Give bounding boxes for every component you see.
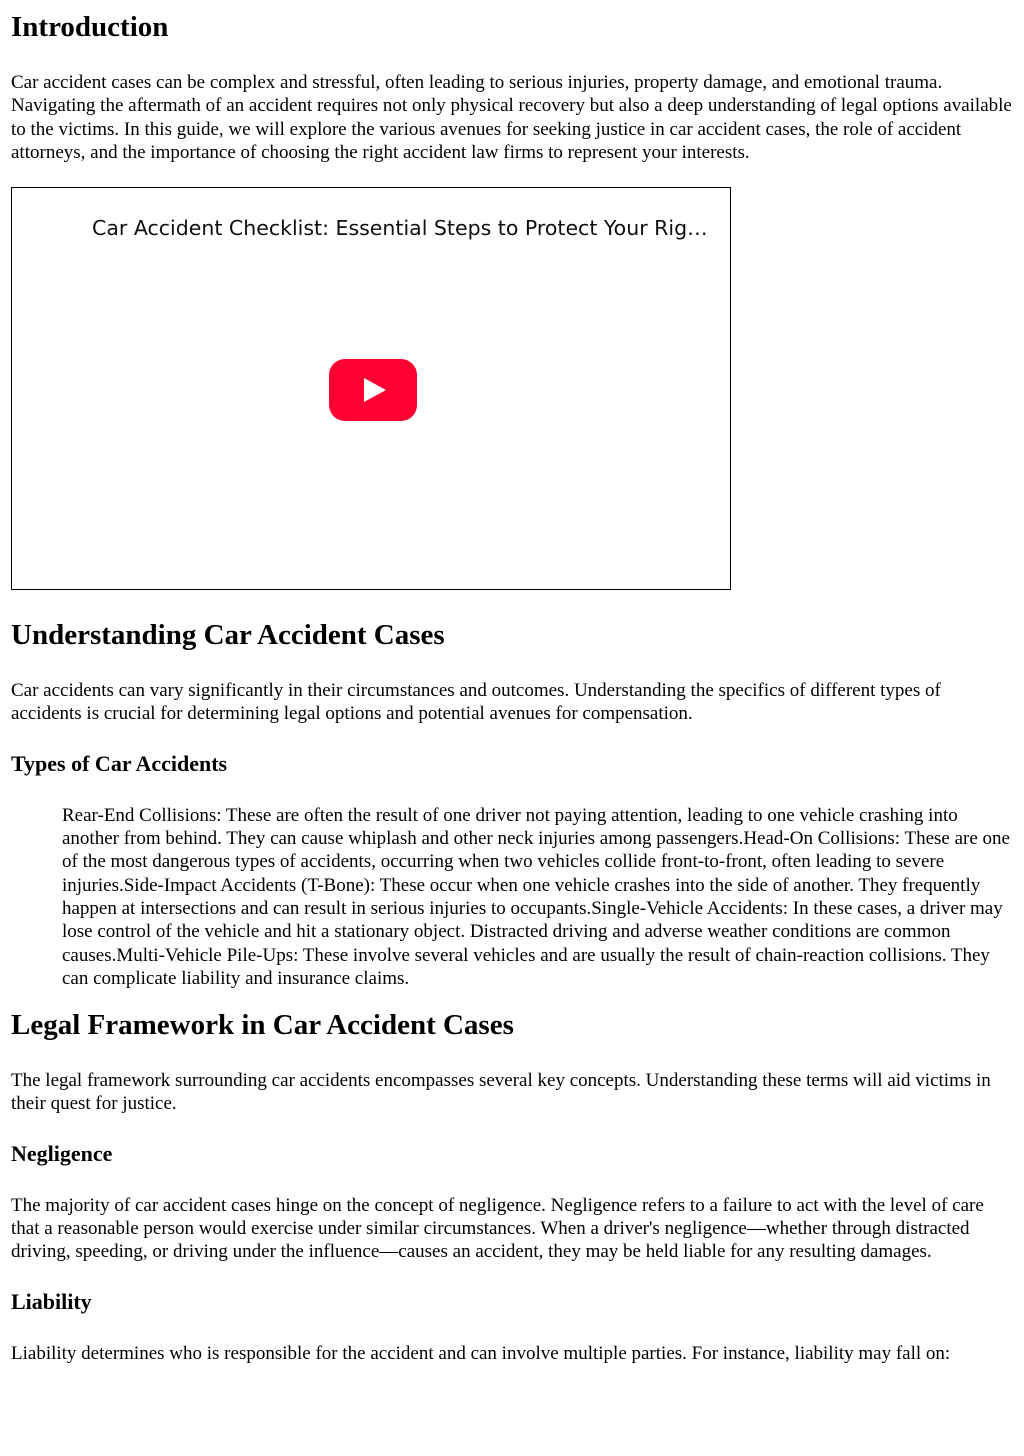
understanding-heading: Understanding Car Accident Cases [11, 619, 445, 652]
intro-paragraph: Car accident cases can be complex and stressful, often leading to serious injuries, property damage, and emotional trauma. Navigating the aftermath of an accident requires not only physical recovery but also a deep understanding of legal options available to the victims. In this guide, we will explore the various avenues for seeking justice in car accident cases, the role of accident attorneys, and the importance of choosing the right accident law firms to represent your interests. [11, 72, 1012, 163]
negligence-paragraph: The majority of car accident cases hinge on the concept of negligence. Negligence refers to a failure to act with the level of care that a reasonable person would exercise under similar circumstances. When a driver's negligence—whether through distracted driving, speeding, or driving under the influence—causes an accident, they may be held liable for any resulting damages. [11, 1194, 984, 1263]
article [0, 10, 1024, 1365]
types-blockquote: Rear-End Collisions: These are often the result of one driver not paying attention, leading to one vehicle crashing into another from behind. They can cause whiplash and other neck injuries among passengers.Head-On Collisions: These are one of the most dangerous types of accidents, occurring when two vehicles collide front-to-front, often leading to severe injuries.Side-Impact Accidents (T-Bone): These occur when one vehicle crashes into the side of another. They frequently happen at intersections and can result in serious injuries to occupants.Single-Vehicle Accidents: In these cases, a driver may lose control of the vehicle and hit a stationary object. Distracted driving and adverse weather conditions are common causes.Multi-Vehicle Pile-Ups: These involve several vehicles and are usually the result of chain-reaction collisions. They can complicate liability and insurance claims. [62, 804, 1010, 989]
legal-heading: Legal Framework in Car Accident Cases [11, 1009, 514, 1042]
legal-paragraph: The legal framework surrounding car accidents encompasses several key concepts. Understanding these terms will aid victims in their quest for justice. [11, 1070, 991, 1115]
liability-heading: Liability [11, 1288, 92, 1314]
intro-heading: Introduction [11, 11, 169, 43]
youtube-play-icon[interactable] [329, 359, 417, 421]
types-heading: Types of Car Accidents [11, 750, 228, 776]
embedded-video[interactable] [11, 187, 731, 590]
video-title[interactable]: Car Accident Checklist: Essential Steps to Protect Your Rig… [92, 216, 708, 241]
understanding-paragraph: Car accidents can vary significantly in their circumstances and outcomes. Understanding the specifics of different types of accidents is crucial for determining legal options and potential avenues for compensation. [11, 680, 941, 725]
liability-paragraph: Liability determines who is responsible for the accident and can involve multiple parties. For instance, liability may fall on: [11, 1342, 951, 1364]
negligence-heading: Negligence [11, 1140, 113, 1166]
